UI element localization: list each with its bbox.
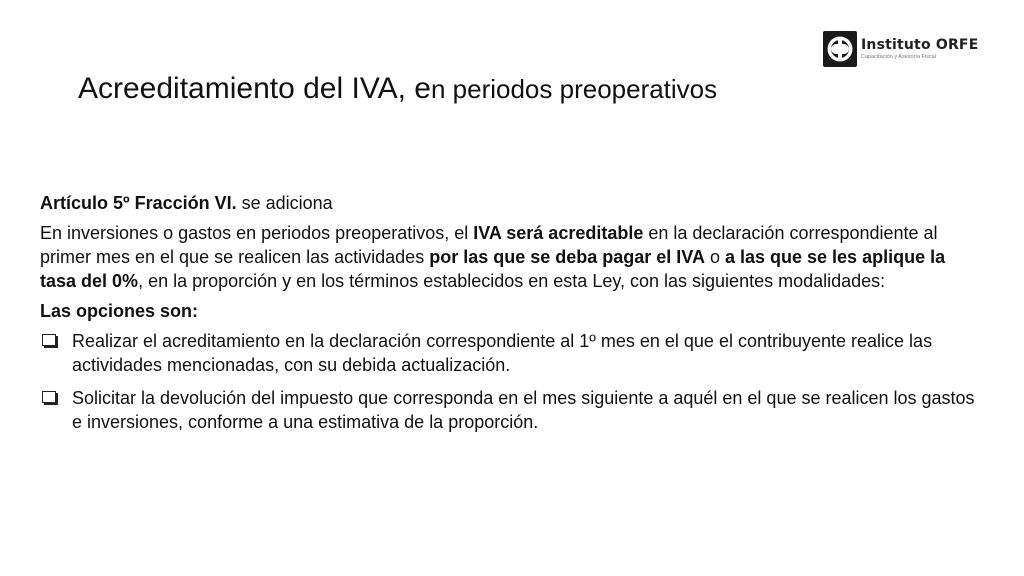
options-heading-text: Las opciones son: xyxy=(40,301,199,321)
body-paragraph xyxy=(40,221,975,293)
option-text: Solicitar la devolución del impuesto que corresponda en el mes siguiente a aquél en el que se realicen los gastos e inversiones, conforme a una estimativa de la proporción. xyxy=(72,388,975,432)
orfe-logo-icon xyxy=(823,31,857,67)
slide-title xyxy=(78,70,717,108)
body-text-2: en la declaración correspondiente al primer mes en el que se realicen las actividades xyxy=(40,223,938,267)
checkbox-bullet-icon xyxy=(42,391,56,403)
logo-tagline: Capacitación y Asesoría Fiscal xyxy=(861,53,936,60)
article-reference xyxy=(40,191,975,215)
slide-content xyxy=(40,191,975,443)
body-text-4: , en la proporción y en los términos establecidos en esta Ley, con las siguientes modalidades: xyxy=(138,271,886,291)
body-text-1: En inversiones o gastos en periodos preoperativos, el xyxy=(40,223,474,243)
body-bold-2: por las que se deba pagar el IVA xyxy=(429,247,705,267)
body-text-3: o xyxy=(704,247,725,267)
body-bold-3: a las que se les aplique la tasa del 0% xyxy=(40,247,946,291)
article-reference-bold: Artículo 5º Fracción VI. xyxy=(40,193,237,213)
option-text: Realizar el acreditamiento en la declaración correspondiente al 1º mes en el que el contribuyente realice las actividades mencionadas, con su debida actualización. xyxy=(72,331,933,375)
logo-name: Instituto ORFE xyxy=(861,36,979,53)
option-item xyxy=(40,329,975,377)
checkbox-bullet-icon xyxy=(42,334,56,346)
body-bold-1: IVA será acreditable xyxy=(473,223,644,243)
slide-title-large: Acreeditamiento del IVA, e xyxy=(78,72,431,105)
instituto-orfe-logo xyxy=(823,31,978,67)
article-reference-rest: se adiciona xyxy=(236,193,333,213)
option-item xyxy=(40,386,975,434)
options-heading xyxy=(40,299,975,323)
slide-title-small: n periodos preoperativos xyxy=(430,74,718,104)
